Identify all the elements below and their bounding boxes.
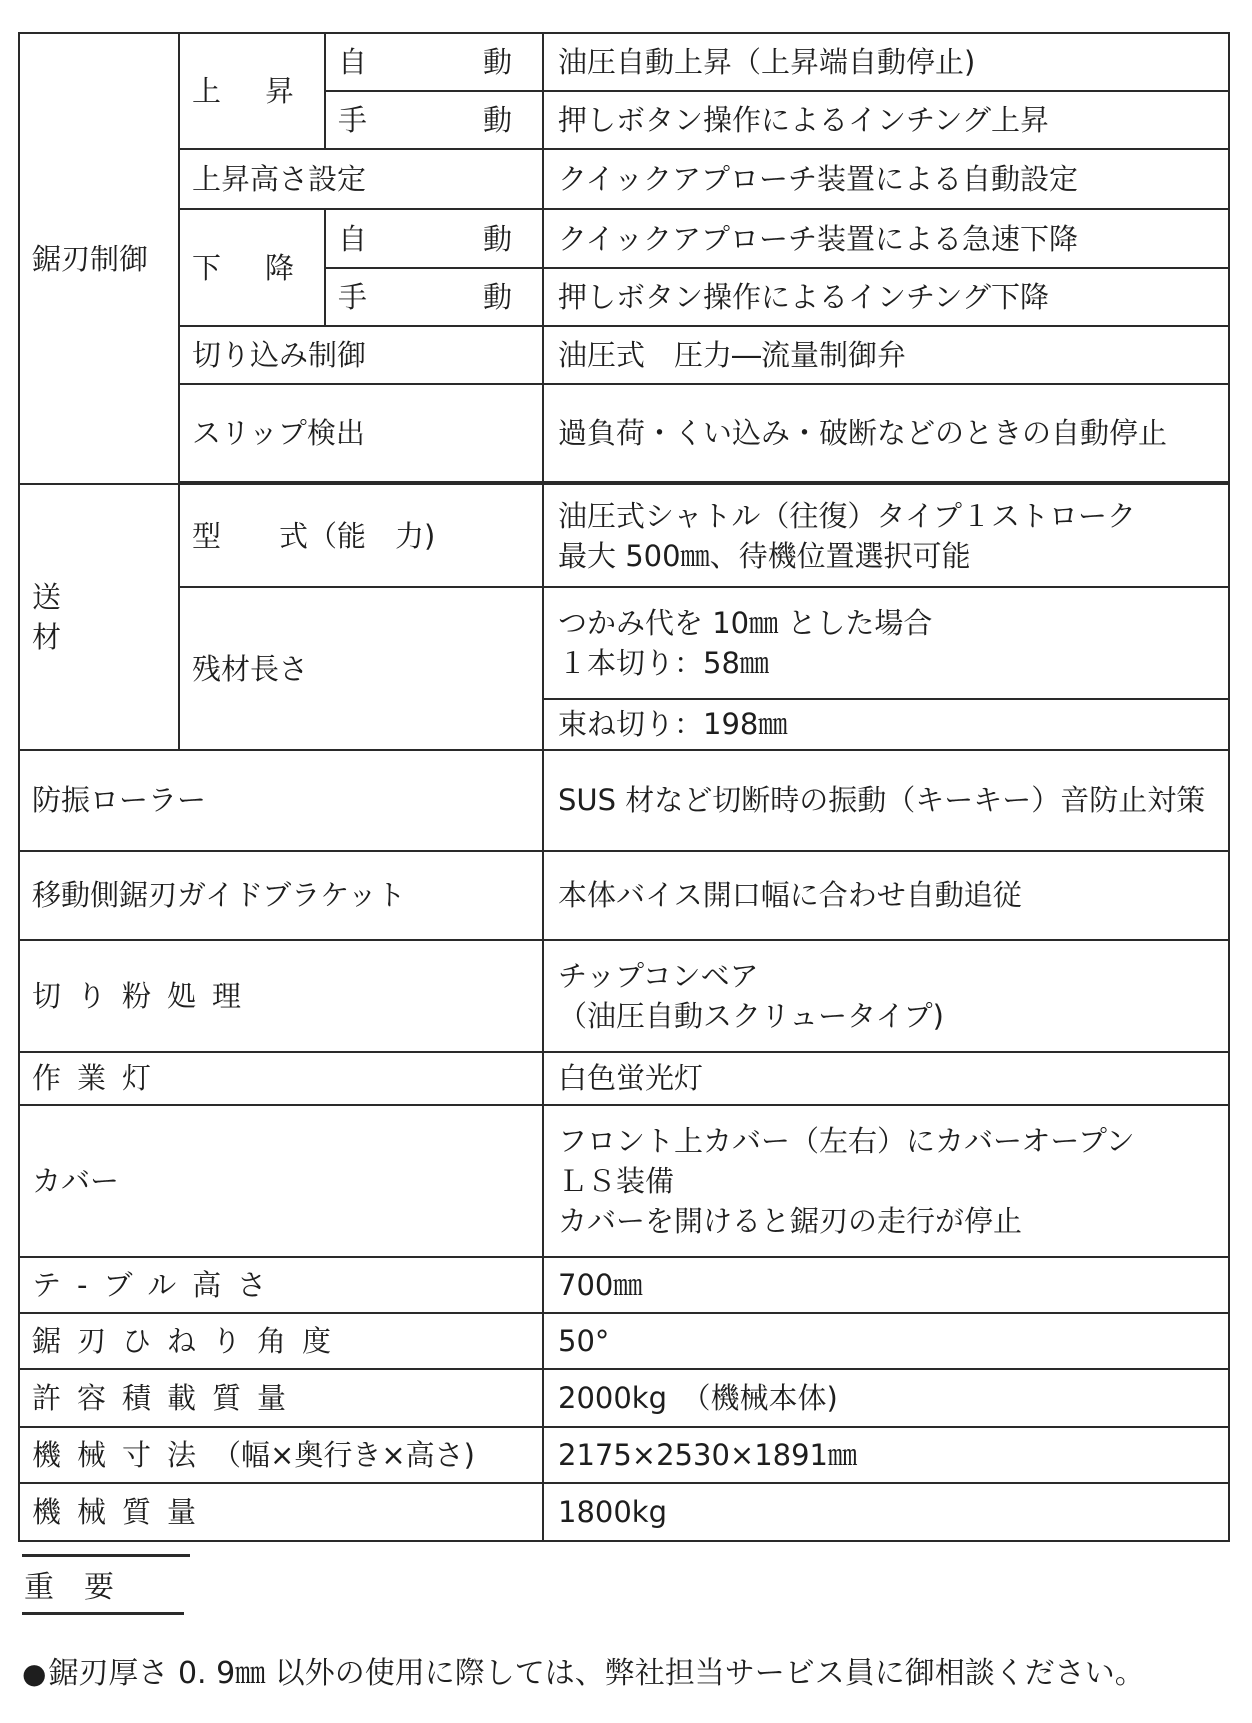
chip-processing-line2: （油圧自動スクリュータイプ) [558, 998, 944, 1033]
table-row [19, 1483, 1229, 1541]
table-row [19, 1427, 1229, 1483]
lower-manual-label: 手 動 [325, 268, 543, 326]
vibration-roller-value: SUS 材など切断時の振動（キーキー）音防止対策 [543, 750, 1229, 851]
table-row [19, 326, 1229, 384]
raise-label: 上 昇 [179, 33, 325, 149]
table-row [19, 750, 1229, 851]
table-row [19, 484, 1229, 587]
blade-control-label: 鋸刃制御 [19, 33, 179, 484]
chip-processing-value [543, 940, 1229, 1052]
raise-auto-label: 自 動 [325, 33, 543, 91]
specification-table [18, 32, 1230, 1542]
feed-label: 送 材 [19, 484, 179, 750]
table-height-value: 700㎜ [543, 1257, 1229, 1313]
lower-label: 下 降 [179, 209, 325, 325]
height-setting-value: クイックアプローチ装置による自動設定 [543, 149, 1229, 209]
table-height-label: テ‐ブル高さ [19, 1257, 543, 1313]
slip-detection-value: 過負荷・くい込み・破断などのときの自動停止 [543, 384, 1229, 482]
table-row [19, 1052, 1229, 1106]
important-heading: 重要 [22, 1562, 184, 1615]
lower-manual-value: 押しボタン操作によるインチング下降 [543, 268, 1229, 326]
table-row [19, 1105, 1229, 1257]
guide-bracket-label: 移動側鋸刃ガイドブラケット [19, 851, 543, 940]
raise-auto-value: 油圧自動上昇（上昇端自動停止) [543, 33, 1229, 91]
cover-line1: フロント上カバー（左右）にカバーオープン [558, 1124, 1135, 1159]
raise-manual-value: 押しボタン操作によるインチング上昇 [543, 91, 1229, 149]
load-mass-value: 2000kg （機械本体) [543, 1369, 1229, 1427]
remnant-line2: １本切り：58㎜ [558, 645, 769, 680]
table-row [19, 1313, 1229, 1369]
feed-type-value [543, 484, 1229, 587]
table-row [19, 209, 1229, 267]
table-row [19, 384, 1229, 482]
bullet-icon: ● [22, 1657, 47, 1690]
blade-twist-label: 鋸刃ひねり角度 [19, 1313, 543, 1369]
lower-auto-label: 自 動 [325, 209, 543, 267]
table-row [19, 33, 1229, 91]
cover-line3: カバーを開けると鋸刃の走行が停止 [558, 1204, 1023, 1239]
remnant-length-label: 残材長さ [179, 587, 543, 750]
vibration-roller-label: 防振ローラー [19, 750, 543, 851]
blade-twist-value: 50° [543, 1313, 1229, 1369]
table-row [19, 149, 1229, 209]
dimensions-value: 2175×2530×1891㎜ [543, 1427, 1229, 1483]
table-row [19, 1369, 1229, 1427]
notice-text: 鋸刃厚さ 0. 9㎜ 以外の使用に際しては、弊社担当サービス員に御相談ください。 [48, 1656, 1145, 1691]
cut-control-label: 切り込み制御 [179, 326, 543, 384]
feed-type-label: 型 式（能 力) [179, 484, 543, 587]
load-mass-label: 許容積載質量 [19, 1369, 543, 1427]
table-row [19, 1257, 1229, 1313]
work-light-label: 作業灯 [19, 1052, 543, 1106]
remnant-bundle-value: 束ね切り：198㎜ [543, 699, 1229, 750]
feed-type-line2: 最大 500㎜、待機位置選択可能 [558, 538, 971, 573]
dimensions-label: 機械寸法（幅×奥行き×高さ) [19, 1427, 543, 1483]
guide-bracket-value: 本体バイス開口幅に合わせ自動追従 [543, 851, 1229, 940]
important-notice [22, 1648, 1145, 1692]
cover-line2: ＬＳ装備 [558, 1164, 675, 1199]
cut-control-value: 油圧式 圧力―流量制御弁 [543, 326, 1229, 384]
slip-detection-label: スリップ検出 [179, 384, 543, 482]
machine-mass-label: 機械質量 [19, 1483, 543, 1541]
height-setting-label: 上昇高さ設定 [179, 149, 543, 209]
cover-label: カバー [19, 1105, 543, 1257]
machine-mass-value: 1800kg [543, 1483, 1229, 1541]
raise-manual-label: 手 動 [325, 91, 543, 149]
table-row [19, 940, 1229, 1052]
chip-processing-line1: チップコンベア [558, 958, 759, 993]
lower-auto-value: クイックアプローチ装置による急速下降 [543, 209, 1229, 267]
remnant-length-value [543, 587, 1229, 699]
table-row [19, 587, 1229, 699]
work-light-value: 白色蛍光灯 [543, 1052, 1229, 1106]
chip-processing-label: 切り粉処理 [19, 940, 543, 1052]
remnant-line1: つかみ代を 10㎜ とした場合 [558, 605, 933, 640]
cover-value [543, 1105, 1229, 1257]
table-row [19, 851, 1229, 940]
feed-type-line1: 油圧式シャトル（往復）タイプ１ストローク [558, 498, 1136, 533]
